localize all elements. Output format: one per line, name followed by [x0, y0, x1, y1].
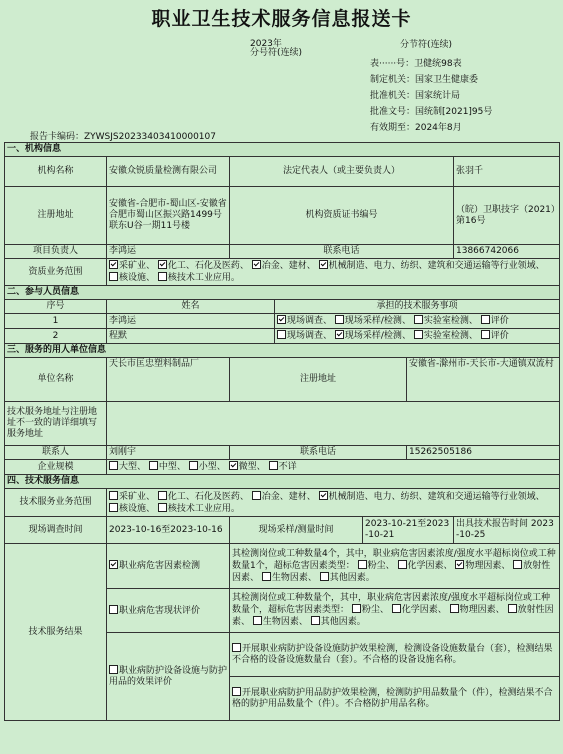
unit-size-label: 企业规模: [5, 460, 107, 475]
service-scope-label: 技术服务业务范围: [5, 489, 107, 517]
checkbox[interactable]: [320, 572, 329, 581]
survey-time-value[interactable]: 2023-10-16至2023-10-16: [107, 517, 230, 544]
unit-phone-value[interactable]: 15262505186: [407, 446, 560, 460]
unit-name-label: 单位名称: [5, 358, 107, 402]
checkbox[interactable]: [158, 272, 167, 281]
table-row: [5, 314, 560, 329]
checkbox[interactable]: [158, 503, 167, 512]
checkbox[interactable]: [513, 560, 522, 569]
checkbox[interactable]: [392, 604, 401, 613]
checkbox[interactable]: [109, 272, 118, 281]
survey-time-label: 现场调查时间: [5, 517, 107, 544]
org-address-label: 注册地址: [5, 187, 107, 245]
checkbox[interactable]: [277, 315, 286, 324]
org-address-value[interactable]: 安徽省-合肥市-蜀山区-安徽省合肥市蜀山区振兴路1499号联东U谷一期11号楼: [107, 187, 230, 245]
unit-name-value[interactable]: 天长市匡忠塑料制品厂: [107, 358, 230, 402]
staff-no: 1: [5, 314, 107, 329]
result-label: 技术服务结果: [5, 544, 107, 721]
cert-label: 机构资质证书编号: [230, 187, 454, 245]
checkbox[interactable]: [335, 315, 344, 324]
report-form: [4, 142, 560, 721]
checkbox[interactable]: [262, 572, 271, 581]
checkbox[interactable]: [109, 665, 118, 674]
scope-option[interactable]: 核技术工业应用。: [158, 273, 240, 283]
checkbox[interactable]: [335, 330, 344, 339]
approving-authority: 批准机关：国家统计局: [370, 91, 461, 101]
detect-option[interactable]: 职业病危害因素检测: [107, 544, 230, 589]
service-address-label: 技术服务地址与注册地址不一致的请详细填写服务地址: [5, 402, 107, 446]
eval-option[interactable]: 职业病危害现状评价: [107, 589, 230, 633]
scope-option[interactable]: 机械制造、电力、纺织、建筑和交通运输等行业领域、: [319, 261, 545, 271]
table-number: 表······号：卫健统98表: [370, 59, 462, 69]
section-heading-service: 四、技术服务信息: [5, 475, 560, 489]
unit-size-options: 大型、 中型、 小型、 微型、 不详: [107, 460, 560, 475]
section-heading-org: 一、机构信息: [5, 143, 560, 157]
unit-phone-label: 联系电话: [230, 446, 407, 460]
service-scope-options: 采矿业、 化工、石化及医药、 冶金、建材、 机械制造、电力、纺织、建筑和交通运输等行业领域、 核设施、 核技术工业应用。: [107, 489, 560, 517]
legal-rep-value[interactable]: 张羽千: [454, 157, 560, 187]
checkbox[interactable]: [158, 491, 167, 500]
staff-name[interactable]: 程默: [107, 329, 275, 344]
checkbox[interactable]: [319, 491, 328, 500]
checkbox[interactable]: [109, 260, 118, 269]
unit-contact-label: 联系人: [5, 446, 107, 460]
checkbox[interactable]: [229, 461, 238, 470]
section-heading-staff: 二、参与人员信息: [5, 286, 560, 300]
scope-option[interactable]: 采矿业、: [109, 261, 155, 271]
project-lead-label: 项目负责人: [5, 245, 107, 259]
staff-col-duty: 承担的技术服务事项: [275, 300, 560, 314]
checkbox[interactable]: [311, 616, 320, 625]
card-title: 职业卫生技术服务信息报送卡: [151, 8, 412, 30]
org-phone-label: 联系电话: [230, 245, 454, 259]
checkbox[interactable]: [481, 330, 490, 339]
year-line: 2023年: [250, 39, 282, 49]
eval-detail: 其检测岗位或工种数量个，其中，职业病危害因素浓度/强度水平超标岗位或工种数量个，超标危害因素类型： 粉尘、 化学因素、 物理因素、 放射性因素、 生物因素、 其他因素。: [230, 589, 560, 633]
org-name-value[interactable]: 安徽众锐质量检测有限公司: [107, 157, 230, 187]
report-time-value[interactable]: 2023-10-25: [456, 519, 554, 540]
checkbox[interactable]: [252, 260, 261, 269]
org-name-label: 机构名称: [5, 157, 107, 187]
report-time-cell: [454, 517, 560, 544]
project-lead-value[interactable]: 李鸿运: [107, 245, 230, 259]
issuing-authority: 制定机关：国家卫生健康委: [370, 75, 479, 85]
checkbox[interactable]: [232, 687, 241, 696]
protect-gear-detail[interactable]: 开展职业病防护用品防护效果检测，检测防护用品数量个（件），检测结果不合格的防护用品数量个（件）。不合格防护用品名称。: [230, 677, 560, 721]
checkbox[interactable]: [252, 491, 261, 500]
report-time-label: 出具技术报告时间: [456, 519, 529, 529]
scope-option[interactable]: 冶金、建材、: [252, 261, 316, 271]
org-phone-value[interactable]: 13866742066: [454, 245, 560, 259]
staff-duties: 现场调查、 现场采样/检测、 实验室检测、 评价: [275, 329, 560, 344]
checkbox[interactable]: [149, 461, 158, 470]
protect-device-detail[interactable]: 开展职业病防护设备设施防护效果检测，检测设备设施数量台（套），检测结果不合格的设备设施数量台（套）。不合格的设备设施名称。: [230, 633, 560, 677]
checkbox[interactable]: [319, 260, 328, 269]
checkbox[interactable]: [232, 643, 241, 652]
checkbox[interactable]: [109, 491, 118, 500]
checkbox[interactable]: [358, 560, 367, 569]
checkbox[interactable]: [450, 604, 459, 613]
checkbox[interactable]: [455, 560, 464, 569]
scope-option[interactable]: 化工、石化及医药、: [158, 261, 249, 271]
checkbox[interactable]: [158, 260, 167, 269]
checkbox[interactable]: [189, 461, 198, 470]
sampling-time-label: 现场采样/测量时间: [230, 517, 363, 544]
approval-number: 批准文号：国统制[2021]95号: [370, 107, 493, 117]
unit-contact-value[interactable]: 刘刚宇: [107, 446, 230, 460]
section-heading-employer: 三、服务的用人单位信息: [5, 344, 560, 358]
checkbox[interactable]: [277, 330, 286, 339]
staff-col-no: 序号: [5, 300, 107, 314]
report-number: 报告卡编码：ZYWSJS20233403410000107: [30, 132, 216, 142]
legal-rep-label: 法定代表人（或主要负责人）: [230, 157, 454, 187]
sampling-time-value[interactable]: 2023-10-21至2023-10-21: [363, 517, 454, 544]
qual-scope-options: [107, 259, 560, 286]
staff-no: 2: [5, 329, 107, 344]
cert-value[interactable]: （皖）卫职技字（2021）第16号: [454, 187, 560, 245]
checkbox[interactable]: [414, 330, 423, 339]
checkbox[interactable]: [109, 560, 118, 569]
checkbox[interactable]: [398, 560, 407, 569]
detect-detail: 其检测岗位或工种数量4个，其中，职业病危害因素浓度/强度水平超标岗位或工种数量1个，超标危害因素类型： 粉尘、 化学因素、 物理因素、 放射性因素、 生物因素、 其他因素。: [230, 544, 560, 589]
unit-address-label: 注册地址: [230, 358, 407, 402]
staff-col-name: 姓名: [107, 300, 275, 314]
staff-name[interactable]: 李鸿运: [107, 314, 275, 329]
staff-duties: 现场调查、 现场采样/检测、 实验室检测、 评价: [275, 314, 560, 329]
form-meta: [370, 56, 492, 136]
checkbox[interactable]: [109, 503, 118, 512]
checkbox[interactable]: [352, 604, 361, 613]
section-break-marker-2: 分节符(连续): [400, 40, 453, 50]
checkbox[interactable]: [253, 616, 262, 625]
scope-option[interactable]: 核设施、: [109, 273, 155, 283]
validity: 有效期至：2024年8月: [370, 123, 462, 133]
checkbox[interactable]: [414, 315, 423, 324]
unit-address-value[interactable]: 安徽省-滁州市-天长市-大通镇双流村: [407, 358, 560, 402]
qual-scope-label: 资质业务范围: [5, 259, 107, 286]
checkbox[interactable]: [508, 604, 517, 613]
protect-option[interactable]: 职业病防护设备设施与防护用品的效果评价: [107, 633, 230, 721]
checkbox[interactable]: [481, 315, 490, 324]
service-address-value[interactable]: [107, 402, 560, 446]
table-row: [5, 329, 560, 344]
checkbox[interactable]: [109, 605, 118, 614]
checkbox[interactable]: [109, 461, 118, 470]
checkbox[interactable]: [269, 461, 278, 470]
section-break-marker: 分号符(连续): [250, 48, 303, 58]
